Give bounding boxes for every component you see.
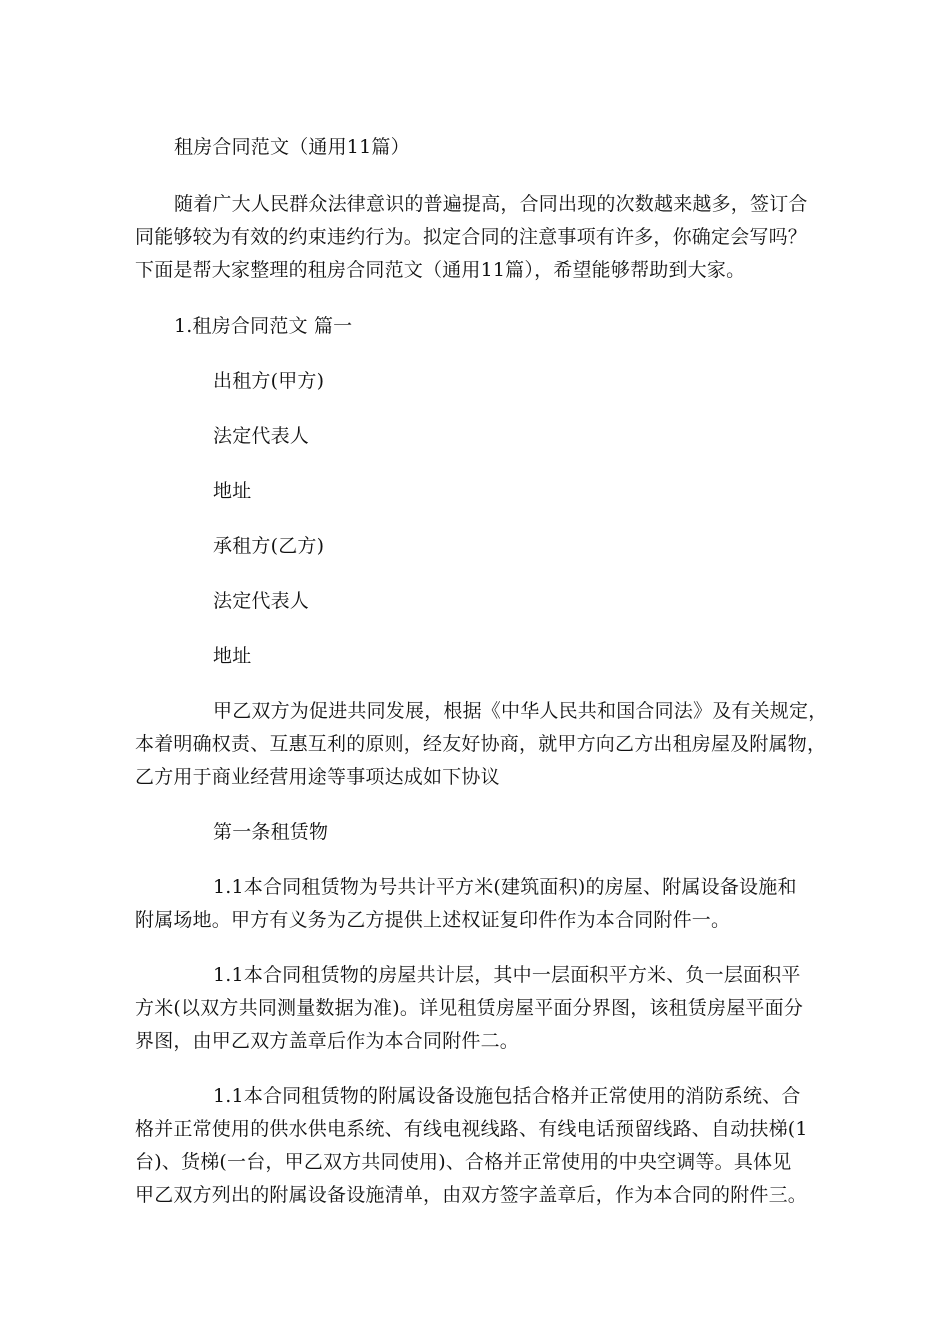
party-lessee: 承租方(乙方) bbox=[213, 535, 325, 557]
clause-3-line-3: 台)、货梯(一台，甲乙双方共同使用)、合格并正常使用的中央空调等。具体见 bbox=[135, 1151, 792, 1173]
intro-line-1: 随着广大人民群众法律意识的普遍提高，合同出现的次数越来越多，签订合 bbox=[174, 193, 808, 215]
preamble-line-1: 甲乙双方为促进共同发展，根据《中华人民共和国合同法》及有关规定， bbox=[213, 700, 828, 722]
section-heading: 1.租房合同范文 篇一 bbox=[174, 315, 353, 337]
party-lessor-address: 地址 bbox=[213, 480, 252, 502]
party-lessor: 出租方(甲方) bbox=[213, 370, 325, 392]
party-lessee-rep: 法定代表人 bbox=[213, 590, 310, 612]
party-lessor-rep: 法定代表人 bbox=[213, 425, 310, 447]
clause-1-line-2: 附属场地。甲方有义务为乙方提供上述权证复印件作为本合同附件一。 bbox=[135, 909, 731, 931]
clause-2-line-3: 界图，由甲乙双方盖章后作为本合同附件二。 bbox=[135, 1030, 520, 1052]
clause-2-line-2: 方米(以双方共同测量数据为准)。详见租赁房屋平面分界图，该租赁房屋平面分 bbox=[135, 997, 804, 1019]
clause-1-line-1: 1.1本合同租赁物为号共计平方米(建筑面积)的房屋、附属设备设施和 bbox=[213, 876, 797, 898]
document-title: 租房合同范文（通用11篇） bbox=[174, 136, 410, 158]
intro-line-3: 下面是帮大家整理的租房合同范文（通用11篇），希望能够帮助到大家。 bbox=[135, 259, 746, 281]
preamble-line-3: 乙方用于商业经营用途等事项达成如下协议 bbox=[135, 766, 500, 788]
party-lessee-address: 地址 bbox=[213, 645, 252, 667]
clause-3-line-4: 甲乙双方列出的附属设备设施清单，由双方签字盖章后，作为本合同的附件三。 bbox=[135, 1184, 808, 1206]
article-1-heading: 第一条租赁物 bbox=[213, 821, 329, 843]
clause-2-line-1: 1.1本合同租赁物的房屋共计层，其中一层面积平方米、负一层面积平 bbox=[213, 964, 801, 986]
clause-3-line-1: 1.1本合同租赁物的附属设备设施包括合格并正常使用的消防系统、合 bbox=[213, 1085, 801, 1107]
preamble-line-2: 本着明确权责、互惠互利的原则，经友好协商，就甲方向乙方出租房屋及附属物， bbox=[135, 733, 827, 755]
intro-line-2: 同能够较为有效的约束违约行为。拟定合同的注意事项有许多，你确定会写吗？ bbox=[135, 226, 808, 248]
clause-3-line-2: 格并正常使用的供水供电系统、有线电视线路、有线电话预留线路、自动扶梯(1 bbox=[135, 1118, 808, 1140]
